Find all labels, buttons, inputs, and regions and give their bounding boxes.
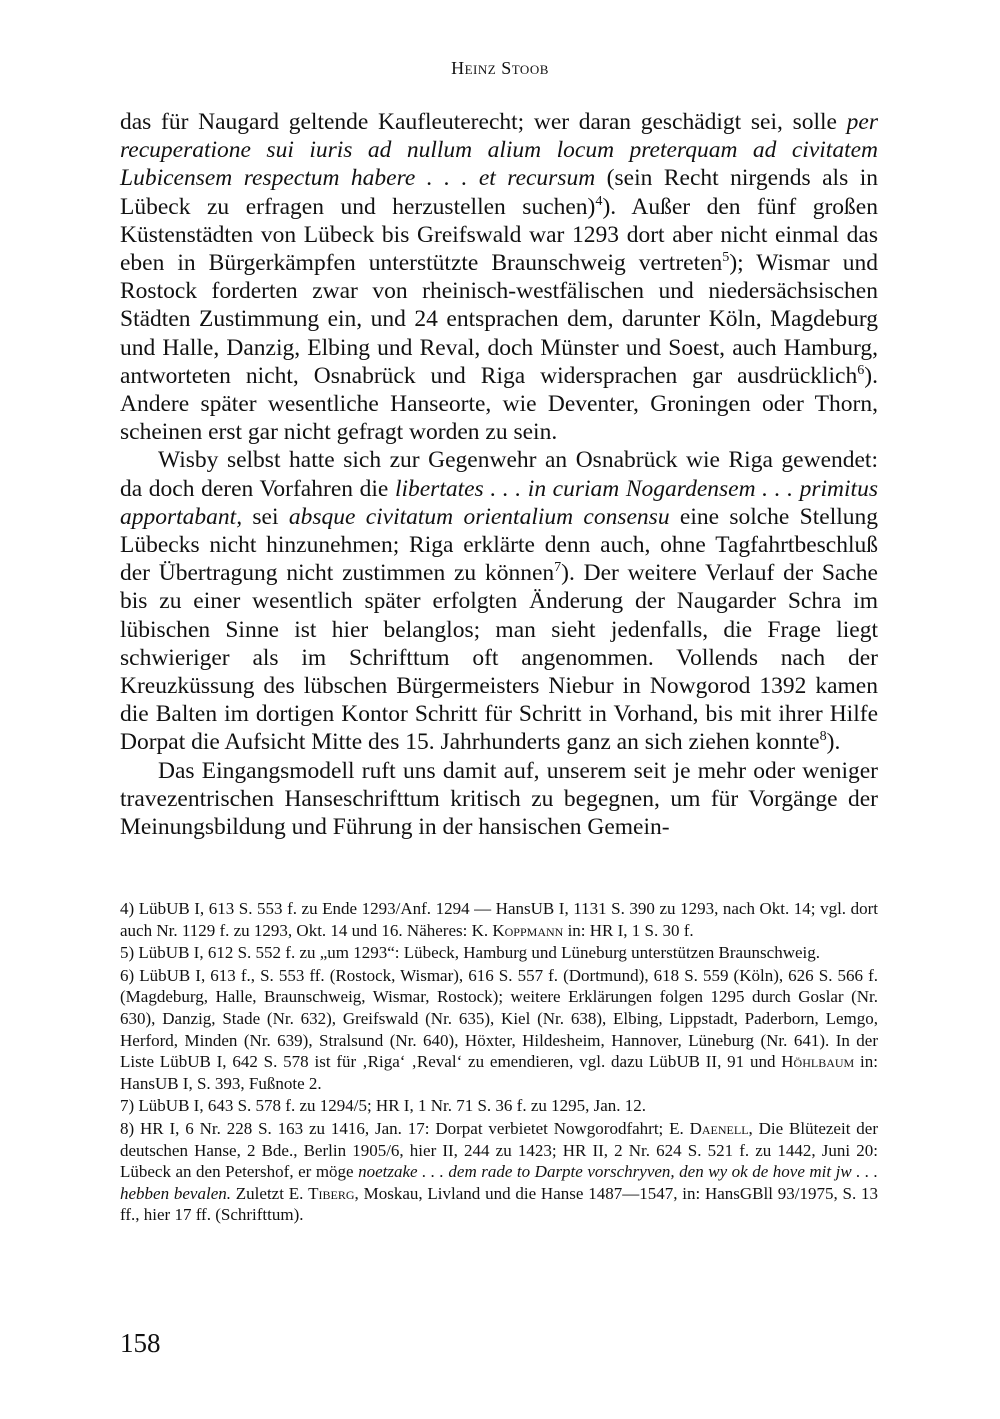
footnote-6: 6) LübUB I, 613 f., S. 553 ff. (Rostock, Wismar), 616 S. 557 f. (Dortmund), 618 S. 559 (Köln), 626 S. 566 f. (Magdeburg, Halle, Braunschweig, Wismar, Rostock); weitere Erklärungen folgen 1295 durch Goslar (Nr. 630), Danzig, Stade (Nr. 632), Greifswald (Nr. 635), Kiel (Nr. 638), Elbing, Lippstadt, Paderborn, Lemgo, Herford, Minden (Nr. 639), Stralsund (Nr. 640), Höxter, Hildesheim, Hannover, Lüneburg (Nr. 641). In der Liste LübUB I, 642 S. 578 ist für ‚Riga‘ ‚Reval‘ zu emendieren, vgl. dazu LübUB II, 91 und Höhlbaum in: HansUB I, S. 393, Fußnote 2.: [120, 965, 878, 1093]
latin-quote: absque civitatum orientalium consensu: [288, 503, 670, 530]
footnote-ref-8: 8: [819, 728, 827, 745]
footnote-ref-7: 7: [554, 559, 562, 576]
page-number: 158: [120, 1328, 161, 1358]
main-text: [120, 108, 878, 841]
footnote-ref-5: 5: [722, 249, 730, 266]
latin-quote: libertates . . . in curiam Nogardensem . . . primitus apportabant,: [120, 475, 878, 530]
footnote-4: 4) LübUB I, 613 S. 553 f. zu Ende 1293/Anf. 1294 — HansUB I, 1131 S. 390 zu 1293, nach Okt. 14; vgl. dort auch Nr. 1129 f. zu 1293, Okt. 14 und 16. Näheres: K. Koppmann in: HR I, 1 S. 30 f.: [120, 899, 878, 940]
footnote-7: 7) LübUB I, 643 S. 578 f. zu 1294/5; HR I, 1 Nr. 71 S. 36 f. zu 1295, Jan. 12.: [120, 1096, 647, 1116]
footnote-ref-6: 6: [857, 362, 865, 378]
footnote-5: 5) LübUB I, 612 S. 552 f. zu „um 1293“: Lübeck, Hamburg und Lüneburg unterstützen Braunschweig.: [120, 943, 821, 963]
footnotes: [120, 898, 878, 1227]
running-head: Heinz Stoob: [451, 58, 549, 78]
paragraph-3: Das Eingangsmodell ruft uns damit auf, unserem seit je mehr oder weniger travezentrischen Hanseschrifttum kritisch zu begegnen, um für Vorgänge der Meinungsbildung und Führung in der hansischen Gemein-: [120, 757, 878, 841]
footnote-8: 8) HR I, 6 Nr. 228 S. 163 zu 1416, Jan. 17: Dorpat verbietet Nowgorodfahrt; E. Daenell, Die Blütezeit der deutschen Hanse, 2 Bde., Berlin 1905/6, hier II, 244 zu 1423; HR II, 2 Nr. 624 S. 521 f. zu 1442, Juni 20: Lübeck an den Petershof, er möge noetzake . . . dem rade to Darpte vorschryven, den wy ok de hove mit jw . . . hebben bevalen. Zuletzt E. Tiberg, Moskau, Livland und die Hanse 1487—1547, in: HansGBll 93/1975, S. 13 ff., hier 17 ff. (Schrifttum).: [120, 1118, 879, 1225]
footnote-ref-4: 4: [595, 192, 603, 209]
latin-quote: per recuperatione sui iuris ad nullum alium locum preterquam ad civitatem Lubicensem respectum habere . . . et recursum: [120, 109, 878, 192]
paragraph-1: das für Naugard geltende Kaufleuterecht; wer daran geschädigt sei, solle per recuperatione sui iuris ad nullum alium locum preterquam ad civitatem Lubicensem respectum habere . . . et recursum (sein Recht nirgends als in Lübeck zu erfragen und herzustellen suchen)$^4$). Außer den fünf großen Küstenstädten von Lübeck bis Greifswald war 1293 dort aber nicht einmal das eben in Bürgerkämpfen unterstützte Braunschweig vertreten$^5$); Wismar und Rostock forderten zwar von rheinisch-westfälischen und niedersächsischen Städten Zustimmung ein, und 24 entsprachen dem, darunter Köln, Magdeburg und Halle, Danzig, Elbing und Reval, doch Münster und Soest, auch Hamburg, antworteten nicht, Osnabrück und Riga widersprachen gar ausdrücklich$^6$). Andere später wesentliche Hanseorte, wie Deventer, Groningen oder Thorn, scheinen erst gar nicht gefragt worden zu sein.: [120, 109, 878, 446]
paragraph-2: Wisby selbst hatte sich zur Gegenwehr an Osnabrück wie Riga gewendet: da doch deren Vorfahren die libertates . . . in curiam Nogardensem . . . primitus apportabant, sei absque civitatum orientalium consensu eine solche Stellung Lübecks nicht hinzunehmen; Riga erklärte denn auch, ohne Tagfahrtbeschluß der Übertragung nicht zustimmen zu können$^7$). Der weitere Verlauf der Sache bis zu einer wesentlich später erfolgten Änderung der Naugarder Schra im lübischen Sinne ist hier belanglos; man sieht jedenfalls, die Frage liegt schwieriger als im Schrifttum oft angenommen. Vollends nach der Kreuzküssung des lübschen Bürgermeisters Niebur in Nowgorod 1392 kamen die Balten im dortigen Kontor Schritt für Schritt in Vorhand, bis mit ihrer Hilfe Dorpat die Aufsicht Mitte des 15. Jahrhunderts ganz an sich ziehen konnte$^8$).: [120, 447, 879, 756]
